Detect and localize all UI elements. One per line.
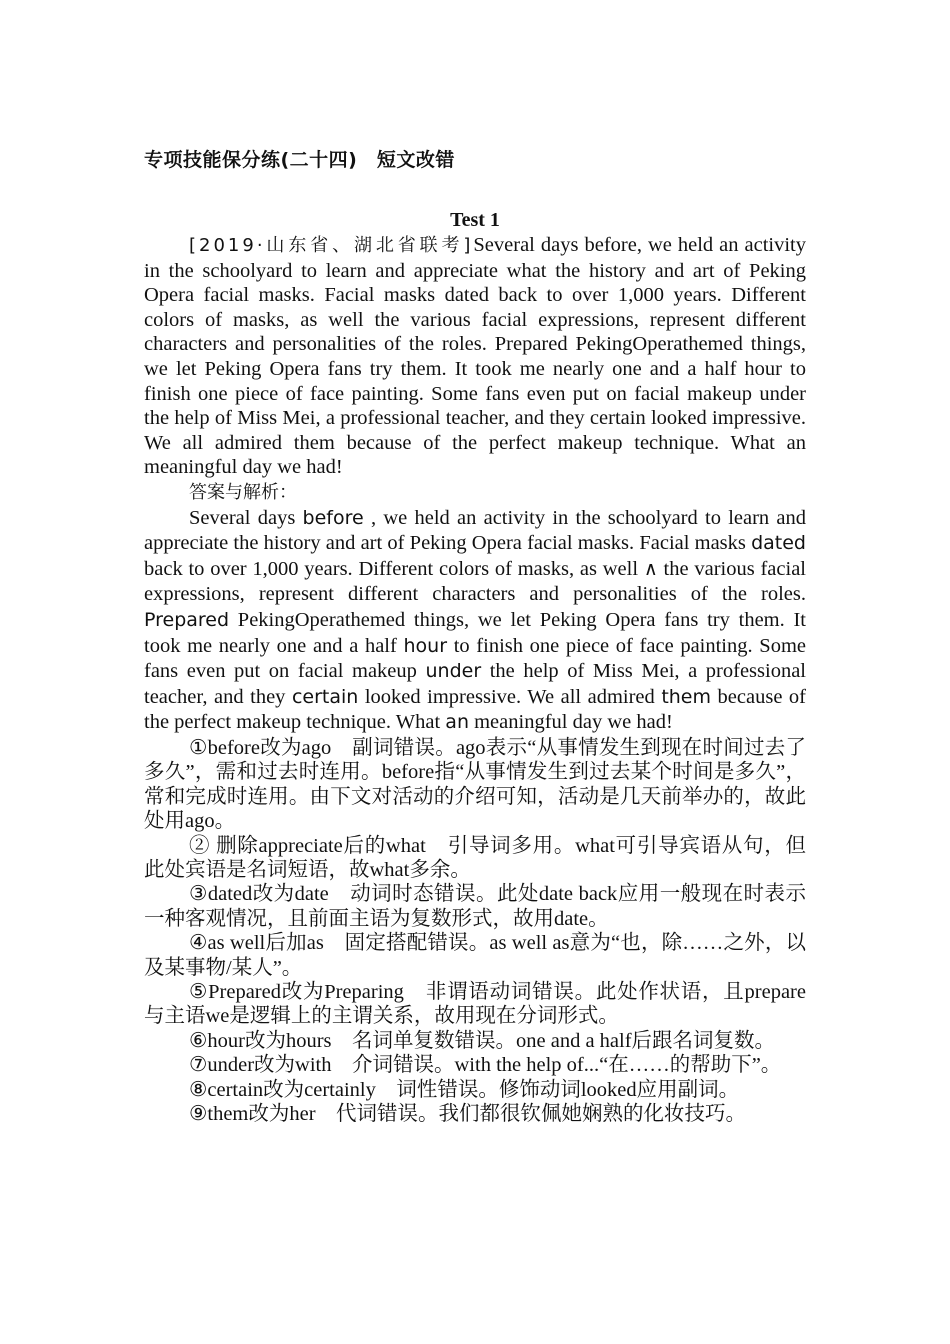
passage-paragraph (144, 233, 806, 480)
explanation-8: ⑧certain改为certainly 词性错误。修饰动词looked应用副词。 (189, 1078, 740, 1101)
passage-source: [2019·山东省、湖北省联考] (189, 235, 474, 256)
explanation-7: ⑦under改为with 介词错误。with the help of...“在……的帮助下”。 (189, 1054, 782, 1077)
correction-mark-9: them (661, 685, 712, 708)
corrected-text: back to over 1,000 years. Different colors of masks, as well (144, 557, 644, 580)
corrected-text: PekingOperathemed things, we let Peking Opera fans try them. It took me nearly one and a half (144, 608, 806, 657)
explanation-5: ⑤Prepared改为Preparing 非谓语动词错误。此处作状语，且prepare与主语we是逻辑上的主谓关系，故用现在分词形式。 (144, 980, 806, 1028)
answer-label (144, 480, 806, 506)
corrected-text: meaningful day we had! (468, 711, 673, 734)
page-title: 专项技能保分练(二十四) 短文改错 (144, 149, 455, 171)
correction-mark-3: dated (751, 532, 806, 555)
correction-mark-1: before (302, 506, 364, 529)
correction-mark-7: under (425, 660, 482, 683)
corrected-text: looked impressive. We all admired (358, 685, 662, 708)
passage-text: Several days before, we held an activity in the schoolyard to learn and appreciate what the history and art of Peking Opera facial masks. Facial masks dated back to over 1,000 years. Different colors of masks, as well the various facial expressions, represent different characters and personalities of the roles. Prepared PekingOperathemed things, we let Peking Opera fans try them. It took me nearly one and a half hour to finish one piece of face painting. Some fans even put on facial makeup under the help of Miss Mei, a professional teacher, and they certain looked impressive. We all admired them because of the perfect makeup technique. What an meaningful day we had! (144, 234, 806, 479)
corrected-text: the various facial expressions, represent different characters and personalities of the roles. (144, 557, 806, 606)
corrected-text: to finish one piece of face painting. Some fans even put on facial makeup (144, 634, 806, 683)
explanation-4: ④as well后加as 固定搭配错误。as well as意为“也，除……之外，以及某事物/某人”。 (144, 932, 806, 979)
corrected-text: because of the perfect makeup technique. What (144, 685, 807, 734)
correction-mark-8: certain (291, 685, 359, 708)
document-body (144, 233, 806, 1126)
corrected-passage (144, 506, 806, 736)
correction-mark-6: hour (403, 634, 448, 657)
explanation-3: ③dated改为date 动词时态错误。此处date back应用一般现在时表示一种客观情况，且前面主语为复数形式，故用date。 (144, 883, 806, 930)
correction-mark-5: Prepared (144, 608, 230, 631)
corrected-text: the help of Miss Mei, a professional teacher, and they (144, 660, 806, 708)
correction-mark-4: ∧ (643, 557, 658, 580)
answer-label-text: 答案与解析： (189, 481, 297, 503)
explanation-9: ⑨them改为her 代词错误。我们都很钦佩她娴熟的化妆技巧。 (189, 1102, 747, 1125)
explanation-1: ①before改为ago 副词错误。ago表示“从事情发生到现在时间过去了多久”，需和过去时连用。before指“从事情发生到过去某个时间是多久”，常和完成时连用。由下文对活动的介绍可知，活动是几天前举办的，故此处用ago。 (144, 736, 806, 833)
test-heading: Test 1 (450, 209, 500, 231)
corrected-text: , we held an activity in the schoolyard to learn and appreciate the history and art of Peking Opera facial masks. Facial masks (144, 506, 807, 555)
corrected-text: Several days (189, 506, 303, 529)
correction-mark-10: an (445, 711, 469, 734)
explanation-6: ⑥hour改为hours 名词单复数错误。one and a half后跟名词复数。 (189, 1029, 776, 1052)
explanation-2: ② 删除appreciate后的what 引导词多用。what可引导宾语从句，但此处宾语是名词短语，故what多余。 (144, 834, 806, 881)
